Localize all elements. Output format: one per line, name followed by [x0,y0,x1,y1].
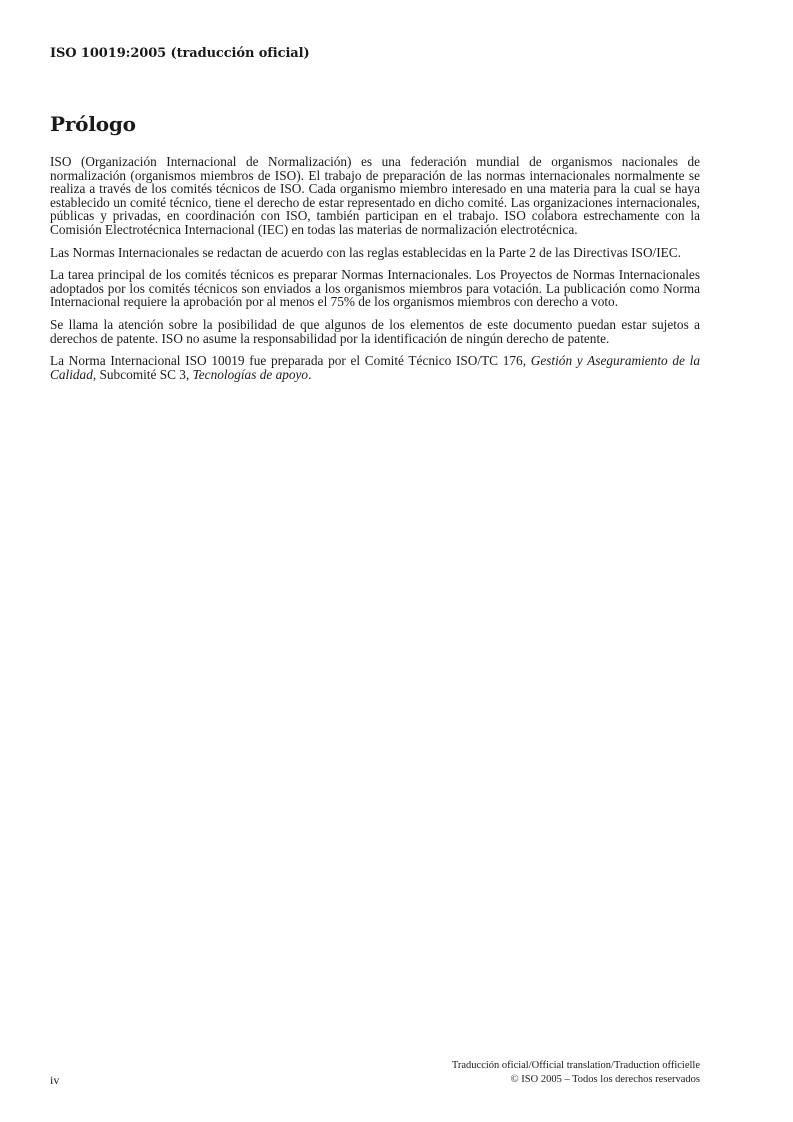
paragraph-patent-rights: Se llama la atención sobre la posibilidad de que algunos de los elementos de este documento puedan estar sujetos a derechos de patente. ISO no asume la responsabilidad por la identificación de ningún derecho de patente. [50,316,700,346]
page-title: Prólogo [50,112,136,136]
paragraph-iso-description: ISO (Organización Internacional de Normalización) es una federación mundial de organismos nacionales de normalización (organismos miembros de ISO). El trabajo de preparación de las normas internacionales normalmente se realiza a través de los comités técnicos de ISO. Cada organismo miembro interesado en una materia para la cual se haya establecido un comité técnico, tiene el derecho de estar representado en dicho comité. Las organizaciones internacionales, públicas y privadas, en coordinación con ISO, también participan en el trabajo. ISO colabora estrechamente con la Comisión Electrotécnica Internacional (IEC) en todas las materias de normalización electrotécnica. [50,154,700,237]
preparation-text-3: . [308,366,312,382]
document-header: ISO 10019:2005 (traducción oficial) [50,46,310,61]
body-text [50,155,700,390]
copyright-notice: © ISO 2005 – Todos los derechos reservados [510,1074,700,1085]
paragraph-directives: Las Normas Internacionales se redactan de acuerdo con las reglas establecidas en la Parte 2 de las Directivas ISO/IEC. [50,244,681,260]
translation-notice: Traducción oficial/Official translation/Traduction officielle [451,1060,700,1071]
paragraph-preparation [50,354,700,381]
page-number: iv [50,1073,60,1087]
preparation-text-1: La Norma Internacional ISO 10019 fue preparada por el Comité Técnico ISO/TC 176, [50,353,531,369]
footer-copyright-block [452,1059,700,1087]
paragraph-technical-committees: La tarea principal de los comités técnicos es preparar Normas Internacionales. Los Proyectos de Normas Internacionales adoptados por los comités técnicos son enviados a los organismos miembros para votación. La publicación como Norma Internacional requiere la aprobación por al menos el 75% de los organismos miembros con derecho a voto. [50,267,700,310]
preparation-text-2: , Subcomité SC 3, [92,366,193,382]
subcommittee-name: Tecnologías de apoyo [192,366,309,382]
committee-name: Gestión y Aseguramiento de la Calidad [50,353,700,382]
